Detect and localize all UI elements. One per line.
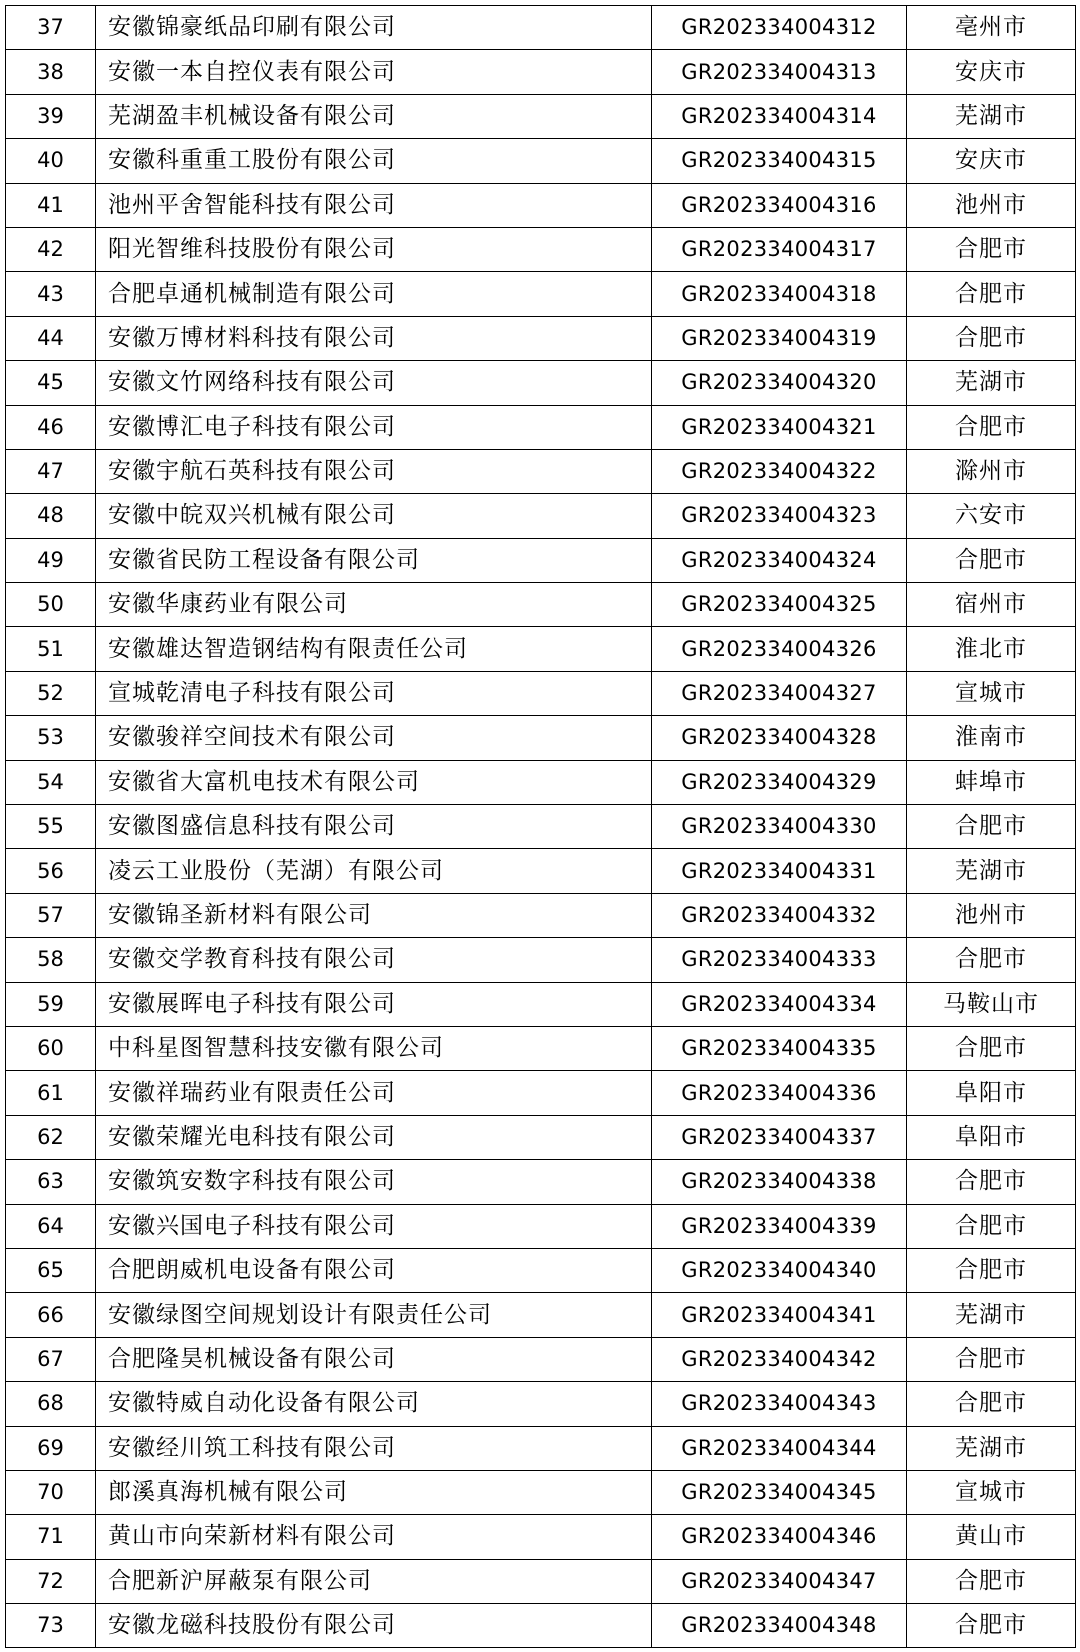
row-number-cell: 71 — [6, 1515, 96, 1559]
table-row — [6, 139, 1076, 183]
city-cell: 合肥市 — [907, 405, 1076, 449]
table-row — [6, 538, 1076, 582]
row-number-cell: 54 — [6, 760, 96, 804]
row-number-cell: 53 — [6, 716, 96, 760]
city-cell: 合肥市 — [907, 316, 1076, 360]
city-cell: 马鞍山市 — [907, 982, 1076, 1026]
certificate-number-cell: GR202334004329 — [652, 760, 907, 804]
row-number-cell: 58 — [6, 938, 96, 982]
row-number-cell: 51 — [6, 627, 96, 671]
city-cell: 合肥市 — [907, 1559, 1076, 1603]
city-cell: 池州市 — [907, 183, 1076, 227]
table-row — [6, 1337, 1076, 1381]
company-name-cell: 合肥新沪屏蔽泵有限公司 — [96, 1559, 652, 1603]
table-row — [6, 1382, 1076, 1426]
row-number-cell: 65 — [6, 1248, 96, 1292]
table-row — [6, 1604, 1076, 1648]
company-name-cell: 安徽中皖双兴机械有限公司 — [96, 494, 652, 538]
city-cell: 淮北市 — [907, 627, 1076, 671]
company-name-cell: 安徽华康药业有限公司 — [96, 583, 652, 627]
company-name-cell: 宣城乾清电子科技有限公司 — [96, 671, 652, 715]
table-row — [6, 405, 1076, 449]
city-cell: 安庆市 — [907, 139, 1076, 183]
table-row — [6, 272, 1076, 316]
certificate-number-cell: GR202334004320 — [652, 361, 907, 405]
certificate-number-cell: GR202334004345 — [652, 1470, 907, 1514]
company-name-cell: 安徽龙磁科技股份有限公司 — [96, 1604, 652, 1648]
table-row — [6, 716, 1076, 760]
certificate-number-cell: GR202334004335 — [652, 1026, 907, 1070]
table-row — [6, 805, 1076, 849]
company-name-cell: 安徽骏祥空间技术有限公司 — [96, 716, 652, 760]
city-cell: 合肥市 — [907, 938, 1076, 982]
company-name-cell: 合肥隆昊机械设备有限公司 — [96, 1337, 652, 1381]
company-name-cell: 安徽荣耀光电科技有限公司 — [96, 1115, 652, 1159]
row-number-cell: 44 — [6, 316, 96, 360]
certificate-number-cell: GR202334004312 — [652, 6, 907, 50]
certificate-number-cell: GR202334004328 — [652, 716, 907, 760]
table-row — [6, 671, 1076, 715]
table-row — [6, 893, 1076, 937]
row-number-cell: 43 — [6, 272, 96, 316]
company-name-cell: 安徽一本自控仪表有限公司 — [96, 50, 652, 94]
company-name-cell: 安徽锦豪纸品印刷有限公司 — [96, 6, 652, 50]
company-name-cell: 凌云工业股份（芜湖）有限公司 — [96, 849, 652, 893]
table-row — [6, 1160, 1076, 1204]
city-cell: 阜阳市 — [907, 1115, 1076, 1159]
row-number-cell: 66 — [6, 1293, 96, 1337]
row-number-cell: 72 — [6, 1559, 96, 1603]
certificate-number-cell: GR202334004331 — [652, 849, 907, 893]
certificate-number-cell: GR202334004342 — [652, 1337, 907, 1381]
city-cell: 合肥市 — [907, 1160, 1076, 1204]
city-cell: 宣城市 — [907, 1470, 1076, 1514]
row-number-cell: 50 — [6, 583, 96, 627]
city-cell: 池州市 — [907, 893, 1076, 937]
table-row — [6, 94, 1076, 138]
company-table-body — [6, 6, 1076, 1648]
city-cell: 芜湖市 — [907, 849, 1076, 893]
certificate-number-cell: GR202334004338 — [652, 1160, 907, 1204]
city-cell: 芜湖市 — [907, 1426, 1076, 1470]
company-name-cell: 安徽交学教育科技有限公司 — [96, 938, 652, 982]
certificate-number-cell: GR202334004348 — [652, 1604, 907, 1648]
row-number-cell: 59 — [6, 982, 96, 1026]
row-number-cell: 55 — [6, 805, 96, 849]
table-row — [6, 627, 1076, 671]
city-cell: 芜湖市 — [907, 94, 1076, 138]
table-row — [6, 1559, 1076, 1603]
certificate-number-cell: GR202334004323 — [652, 494, 907, 538]
company-name-cell: 安徽经川筑工科技有限公司 — [96, 1426, 652, 1470]
certificate-number-cell: GR202334004316 — [652, 183, 907, 227]
certificate-number-cell: GR202334004325 — [652, 583, 907, 627]
table-row — [6, 227, 1076, 271]
company-name-cell: 安徽文竹网络科技有限公司 — [96, 361, 652, 405]
table-row — [6, 1204, 1076, 1248]
company-name-cell: 合肥卓通机械制造有限公司 — [96, 272, 652, 316]
company-name-cell: 安徽展晖电子科技有限公司 — [96, 982, 652, 1026]
company-name-cell: 合肥朗威机电设备有限公司 — [96, 1248, 652, 1292]
row-number-cell: 57 — [6, 893, 96, 937]
city-cell: 淮南市 — [907, 716, 1076, 760]
table-row — [6, 316, 1076, 360]
row-number-cell: 37 — [6, 6, 96, 50]
city-cell: 安庆市 — [907, 50, 1076, 94]
certificate-number-cell: GR202334004321 — [652, 405, 907, 449]
company-name-cell: 安徽宇航石英科技有限公司 — [96, 449, 652, 493]
certificate-number-cell: GR202334004326 — [652, 627, 907, 671]
row-number-cell: 62 — [6, 1115, 96, 1159]
row-number-cell: 73 — [6, 1604, 96, 1648]
company-name-cell: 安徽博汇电子科技有限公司 — [96, 405, 652, 449]
table-row — [6, 1071, 1076, 1115]
row-number-cell: 45 — [6, 361, 96, 405]
city-cell: 合肥市 — [907, 272, 1076, 316]
table-row — [6, 494, 1076, 538]
table-row — [6, 1115, 1076, 1159]
table-row — [6, 1026, 1076, 1070]
certificate-number-cell: GR202334004340 — [652, 1248, 907, 1292]
city-cell: 合肥市 — [907, 1604, 1076, 1648]
certificate-number-cell: GR202334004347 — [652, 1559, 907, 1603]
row-number-cell: 47 — [6, 449, 96, 493]
row-number-cell: 49 — [6, 538, 96, 582]
row-number-cell: 40 — [6, 139, 96, 183]
city-cell: 合肥市 — [907, 1248, 1076, 1292]
table-row — [6, 1293, 1076, 1337]
certificate-number-cell: GR202334004334 — [652, 982, 907, 1026]
certificate-number-cell: GR202334004315 — [652, 139, 907, 183]
company-name-cell: 池州平舍智能科技有限公司 — [96, 183, 652, 227]
company-name-cell: 安徽锦圣新材料有限公司 — [96, 893, 652, 937]
certificate-number-cell: GR202334004327 — [652, 671, 907, 715]
table-row — [6, 449, 1076, 493]
company-name-cell: 安徽省民防工程设备有限公司 — [96, 538, 652, 582]
city-cell: 合肥市 — [907, 227, 1076, 271]
city-cell: 滁州市 — [907, 449, 1076, 493]
row-number-cell: 56 — [6, 849, 96, 893]
certificate-number-cell: GR202334004336 — [652, 1071, 907, 1115]
table-row — [6, 1426, 1076, 1470]
certificate-number-cell: GR202334004324 — [652, 538, 907, 582]
row-number-cell: 42 — [6, 227, 96, 271]
company-name-cell: 安徽兴国电子科技有限公司 — [96, 1204, 652, 1248]
certificate-number-cell: GR202334004332 — [652, 893, 907, 937]
city-cell: 合肥市 — [907, 1337, 1076, 1381]
row-number-cell: 68 — [6, 1382, 96, 1426]
company-name-cell: 安徽雄达智造钢结构有限责任公司 — [96, 627, 652, 671]
city-cell: 合肥市 — [907, 1204, 1076, 1248]
row-number-cell: 63 — [6, 1160, 96, 1204]
row-number-cell: 67 — [6, 1337, 96, 1381]
table-row — [6, 361, 1076, 405]
certificate-number-cell: GR202334004346 — [652, 1515, 907, 1559]
table-row — [6, 938, 1076, 982]
certificate-number-cell: GR202334004333 — [652, 938, 907, 982]
row-number-cell: 39 — [6, 94, 96, 138]
company-name-cell: 安徽筑安数字科技有限公司 — [96, 1160, 652, 1204]
row-number-cell: 70 — [6, 1470, 96, 1514]
company-name-cell: 郎溪真海机械有限公司 — [96, 1470, 652, 1514]
certificate-number-cell: GR202334004343 — [652, 1382, 907, 1426]
city-cell: 宿州市 — [907, 583, 1076, 627]
table-row — [6, 849, 1076, 893]
company-name-cell: 芜湖盈丰机械设备有限公司 — [96, 94, 652, 138]
table-row — [6, 760, 1076, 804]
table-row — [6, 183, 1076, 227]
city-cell: 合肥市 — [907, 1026, 1076, 1070]
city-cell: 蚌埠市 — [907, 760, 1076, 804]
city-cell: 宣城市 — [907, 671, 1076, 715]
city-cell: 阜阳市 — [907, 1071, 1076, 1115]
city-cell: 芜湖市 — [907, 361, 1076, 405]
certificate-number-cell: GR202334004313 — [652, 50, 907, 94]
row-number-cell: 61 — [6, 1071, 96, 1115]
company-name-cell: 安徽科重重工股份有限公司 — [96, 139, 652, 183]
certificate-number-cell: GR202334004317 — [652, 227, 907, 271]
company-name-cell: 安徽特威自动化设备有限公司 — [96, 1382, 652, 1426]
city-cell: 合肥市 — [907, 538, 1076, 582]
row-number-cell: 69 — [6, 1426, 96, 1470]
city-cell: 合肥市 — [907, 805, 1076, 849]
company-name-cell: 安徽绿图空间规划设计有限责任公司 — [96, 1293, 652, 1337]
table-row — [6, 1515, 1076, 1559]
table-row — [6, 1470, 1076, 1514]
row-number-cell: 46 — [6, 405, 96, 449]
certificate-number-cell: GR202334004319 — [652, 316, 907, 360]
certificate-number-cell: GR202334004330 — [652, 805, 907, 849]
certificate-number-cell: GR202334004318 — [652, 272, 907, 316]
certificate-number-cell: GR202334004341 — [652, 1293, 907, 1337]
company-name-cell: 安徽省大富机电技术有限公司 — [96, 760, 652, 804]
row-number-cell: 41 — [6, 183, 96, 227]
table-row — [6, 982, 1076, 1026]
certificate-number-cell: GR202334004322 — [652, 449, 907, 493]
table-row — [6, 50, 1076, 94]
company-table — [5, 5, 1076, 1648]
certificate-number-cell: GR202334004344 — [652, 1426, 907, 1470]
company-name-cell: 阳光智维科技股份有限公司 — [96, 227, 652, 271]
company-name-cell: 安徽祥瑞药业有限责任公司 — [96, 1071, 652, 1115]
row-number-cell: 52 — [6, 671, 96, 715]
company-name-cell: 中科星图智慧科技安徽有限公司 — [96, 1026, 652, 1070]
table-row — [6, 583, 1076, 627]
city-cell: 合肥市 — [907, 1382, 1076, 1426]
row-number-cell: 60 — [6, 1026, 96, 1070]
city-cell: 芜湖市 — [907, 1293, 1076, 1337]
certificate-number-cell: GR202334004314 — [652, 94, 907, 138]
certificate-number-cell: GR202334004337 — [652, 1115, 907, 1159]
company-name-cell: 安徽图盛信息科技有限公司 — [96, 805, 652, 849]
row-number-cell: 64 — [6, 1204, 96, 1248]
company-name-cell: 安徽万博材料科技有限公司 — [96, 316, 652, 360]
table-row — [6, 6, 1076, 50]
city-cell: 黄山市 — [907, 1515, 1076, 1559]
table-row — [6, 1248, 1076, 1292]
city-cell: 六安市 — [907, 494, 1076, 538]
city-cell: 亳州市 — [907, 6, 1076, 50]
row-number-cell: 38 — [6, 50, 96, 94]
row-number-cell: 48 — [6, 494, 96, 538]
company-name-cell: 黄山市向荣新材料有限公司 — [96, 1515, 652, 1559]
certificate-number-cell: GR202334004339 — [652, 1204, 907, 1248]
